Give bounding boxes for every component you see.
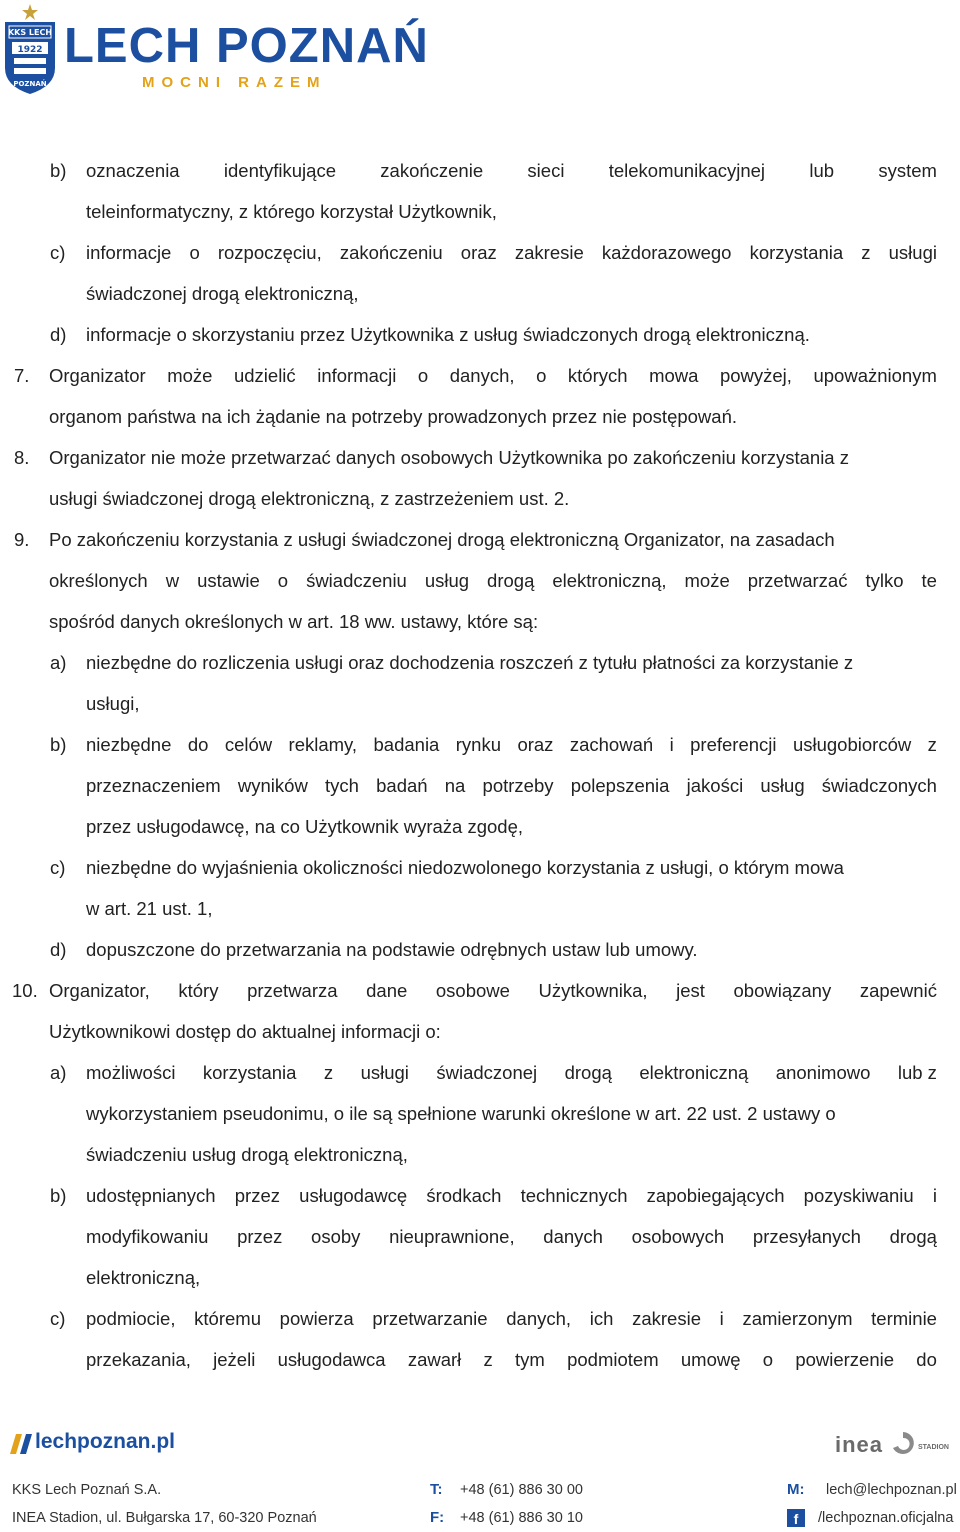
word: usług [760, 775, 805, 796]
word: lub [809, 160, 835, 181]
word: anonimowo [775, 1062, 871, 1083]
word: reklamy, [288, 734, 358, 755]
word: przetwarzać [747, 570, 848, 591]
text-line [49, 970, 937, 1011]
text-line: Po zakończeniu korzystania z usługi świadczonej drogą elektroniczną Organizator, na zasadach [49, 529, 835, 550]
sponsor-swirl-icon [890, 1430, 916, 1458]
word: przetwarzanie [372, 1308, 488, 1329]
crest-top-text: KKS LECH [7, 28, 53, 37]
word: przeznaczeniem [86, 775, 221, 796]
mail-label: M: [787, 1481, 805, 1498]
list-marker: d) [50, 939, 67, 960]
list-marker: c) [50, 242, 66, 263]
word: może [167, 365, 213, 386]
company-name: KKS Lech Poznań S.A. [12, 1482, 162, 1498]
word: system [878, 160, 937, 181]
text-line [49, 560, 937, 601]
crest-bottom-text: POZNAŃ [13, 80, 47, 88]
list-marker: c) [50, 857, 66, 878]
word: o [417, 365, 429, 386]
word: elektroniczną [639, 1062, 749, 1083]
word: o [189, 242, 200, 263]
word: środkach [426, 1185, 502, 1206]
word: usługodawcę [299, 1185, 408, 1206]
word: danych [543, 1226, 603, 1247]
word: tym [515, 1349, 545, 1370]
word: dane [366, 980, 408, 1001]
word: zakończenie [380, 160, 484, 181]
list-marker: 7. [14, 365, 30, 386]
word: drogą [564, 1062, 612, 1083]
word: z [483, 1349, 493, 1370]
word: umowę [680, 1349, 741, 1370]
facebook-icon[interactable]: f [787, 1509, 805, 1527]
word: przetwarza [247, 980, 338, 1001]
list-marker: c) [50, 1308, 66, 1329]
word: rynku [455, 734, 502, 755]
word: wyników [237, 775, 308, 796]
word: oznaczenia [86, 160, 180, 181]
facebook-link[interactable]: /lechpoznan.oficjalna [818, 1510, 954, 1526]
word: osoby [311, 1226, 361, 1247]
word: lub z [897, 1062, 937, 1083]
list-marker: a) [50, 1062, 67, 1083]
word: technicznych [520, 1185, 628, 1206]
phone-label: T: [430, 1481, 443, 1498]
word: powierza [279, 1308, 354, 1329]
word: jeżeli [213, 1349, 256, 1370]
word: z [861, 242, 871, 263]
text-line: niezbędne do rozliczenia usługi oraz dochodzenia roszczeń z tytułu płatności za korzystanie z [86, 652, 854, 673]
word: usługodawca [277, 1349, 386, 1370]
word: ich [589, 1308, 614, 1329]
word: określonych [49, 570, 148, 591]
word: udostępnianych [86, 1185, 216, 1206]
website-link[interactable]: lechpoznan.pl [35, 1430, 176, 1453]
word: i [932, 1185, 937, 1206]
word: do [916, 1349, 937, 1370]
word: przez [234, 1185, 281, 1206]
word: osobowych [631, 1226, 725, 1247]
word: drogą [487, 570, 535, 591]
word: drogą [889, 1226, 937, 1247]
text-line: elektroniczną, [86, 1267, 201, 1288]
text-line: informacje o skorzystaniu przez Użytkownika z usług świadczonych drogą elektroniczną. [86, 324, 810, 345]
word: Organizator, [49, 980, 150, 1001]
word: identyfikujące [223, 160, 336, 181]
text-line: wykorzystaniem pseudonimu, o ile są spełnione warunki określone w art. 22 ust. 2 ustawy o [86, 1103, 836, 1124]
mail-address[interactable]: lech@lechpoznan.pl [826, 1482, 957, 1498]
text-line [86, 765, 937, 806]
phone-number: +48 (61) 886 30 00 [460, 1482, 583, 1498]
word: jakości [686, 775, 744, 796]
word: zapewnić [859, 980, 937, 1001]
list-marker: b) [50, 734, 67, 755]
word: zapobiegających [646, 1185, 785, 1206]
text-line: dopuszczone do przetwarzania na podstawie odrębnych ustaw lub umowy. [86, 939, 698, 960]
word: każdorazowego [601, 242, 732, 263]
word: elektroniczną, [552, 570, 667, 591]
word: niezbędne [86, 734, 172, 755]
word: usług [424, 570, 470, 591]
word: zakresie [632, 1308, 701, 1329]
text-line: Użytkownikowi dostęp do aktualnej informacji o: [49, 1021, 441, 1042]
word: danych, [506, 1308, 572, 1329]
word: do [187, 734, 209, 755]
word: modyfikowaniu [86, 1226, 209, 1247]
text-line [49, 355, 937, 396]
word: może [684, 570, 730, 591]
word: na [444, 775, 466, 796]
crest-year-text: 1922 [17, 45, 43, 55]
word: udzielić [233, 365, 296, 386]
word: i [669, 734, 674, 755]
word: informacje [86, 242, 172, 263]
text-line: organom państwa na ich żądanie na potrzeby prowadzonych przez nie postępowań. [49, 406, 738, 427]
word: usługi [360, 1062, 409, 1083]
word: zawarł [407, 1349, 462, 1370]
word: obowiązany [733, 980, 832, 1001]
word: oraz [460, 242, 497, 263]
word: o [277, 570, 289, 591]
word: badania [373, 734, 440, 755]
word: przesyłanych [752, 1226, 861, 1247]
word: których [567, 365, 628, 386]
text-line [86, 1216, 937, 1257]
sponsor-sub: STADION [918, 1444, 949, 1451]
word: tych [325, 775, 359, 796]
text-line [86, 1298, 937, 1339]
word: jest [676, 980, 705, 1001]
word: z [323, 1062, 334, 1083]
word: zachowań [569, 734, 654, 755]
word: Organizator [49, 365, 146, 386]
footer [0, 1420, 960, 1532]
word: zamierzonym [742, 1308, 853, 1329]
club-slogan: MOCNI RAZEM [142, 74, 327, 91]
word: powyżej, [719, 365, 792, 386]
sponsor-logo: inea [835, 1432, 884, 1457]
word: oraz [517, 734, 554, 755]
text-line [86, 150, 937, 191]
word: podmiotem [567, 1349, 659, 1370]
word: zakończeniu [339, 242, 443, 263]
word: możliwości [86, 1062, 176, 1083]
word: terminie [871, 1308, 937, 1329]
word: z [927, 734, 937, 755]
text-line: usługi, [86, 693, 140, 714]
text-line [86, 1339, 937, 1380]
word: badań [376, 775, 428, 796]
word: rozpoczęciu, [217, 242, 322, 263]
text-line: Organizator nie może przetwarzać danych osobowych Użytkownika po zakończeniu korzystania z [49, 447, 849, 468]
word: korzystania [749, 242, 844, 263]
word: o [536, 365, 547, 386]
text-line: teleinformatyczny, z którego korzystał Użytkownik, [86, 201, 497, 222]
word: upoważnionym [813, 365, 937, 386]
letterhead [0, 0, 960, 100]
list-marker: b) [50, 1185, 67, 1206]
fax-number: +48 (61) 886 30 10 [460, 1510, 583, 1526]
word: przez [237, 1226, 283, 1247]
word: pozyskiwaniu [803, 1185, 914, 1206]
word: zakresie [514, 242, 584, 263]
word: potrzeby [482, 775, 554, 796]
text-line [86, 1052, 937, 1093]
fax-label: F: [430, 1509, 445, 1526]
text-line: w art. 21 ust. 1, [86, 898, 213, 919]
list-marker: 8. [14, 447, 30, 468]
list-marker: a) [50, 652, 67, 673]
word: w [165, 570, 180, 591]
word: świadczonej [436, 1062, 538, 1083]
word: przekazania, [86, 1349, 191, 1370]
word: danych, [449, 365, 515, 386]
list-marker: 9. [14, 529, 30, 550]
word: telekomunikacyjnej [608, 160, 766, 181]
word: który [178, 980, 219, 1001]
word: preferencji [690, 734, 777, 755]
word: usługi [888, 242, 937, 263]
text-line: usługi świadczonej drogą elektroniczną, z zastrzeżeniem ust. 2. [49, 488, 570, 509]
word: Użytkownika, [538, 980, 648, 1001]
word: korzystania [202, 1062, 297, 1083]
word: świadczeniu [306, 570, 407, 591]
text-line: świadczonej drogą elektroniczną, [86, 283, 359, 304]
text-line: świadczeniu usług drogą elektroniczną, [86, 1144, 408, 1165]
word: powierzenie [795, 1349, 895, 1370]
club-name: LECH POZNAŃ [64, 19, 429, 73]
company-address: INEA Stadion, ul. Bułgarska 17, 60-320 Poznań [12, 1510, 317, 1526]
text-line [86, 1175, 937, 1216]
word: polepszenia [570, 775, 670, 796]
word: osobowe [435, 980, 510, 1001]
word: mowa [649, 365, 699, 386]
text-line: niezbędne do wyjaśnienia okoliczności niedozwolonego korzystania z usługi, o którym mowa [86, 857, 844, 878]
list-marker: b) [50, 160, 67, 181]
club-crest-logo [2, 2, 58, 96]
site-logo-icon [10, 1434, 34, 1454]
text-line [86, 232, 937, 273]
text-line: spośród danych określonych w art. 18 ww. ustawy, które są: [49, 611, 539, 632]
word: celów [224, 734, 273, 755]
word: sieci [527, 160, 565, 181]
word: usługobiorców [792, 734, 912, 755]
list-marker: 10. [12, 980, 38, 1001]
word: ustawie [197, 570, 260, 591]
word: tylko [865, 570, 904, 591]
text-line: przez usługodawcę, na co Użytkownik wyraża zgodę, [86, 816, 524, 837]
word: nieuprawnione, [389, 1226, 515, 1247]
word: o [762, 1349, 774, 1370]
word: te [921, 570, 937, 591]
text-line [86, 724, 937, 765]
word: podmiocie, [86, 1308, 176, 1329]
word: informacji [317, 365, 397, 386]
word: i [719, 1308, 724, 1329]
list-marker: d) [50, 324, 67, 345]
word: któremu [194, 1308, 261, 1329]
word: świadczonych [821, 775, 937, 796]
